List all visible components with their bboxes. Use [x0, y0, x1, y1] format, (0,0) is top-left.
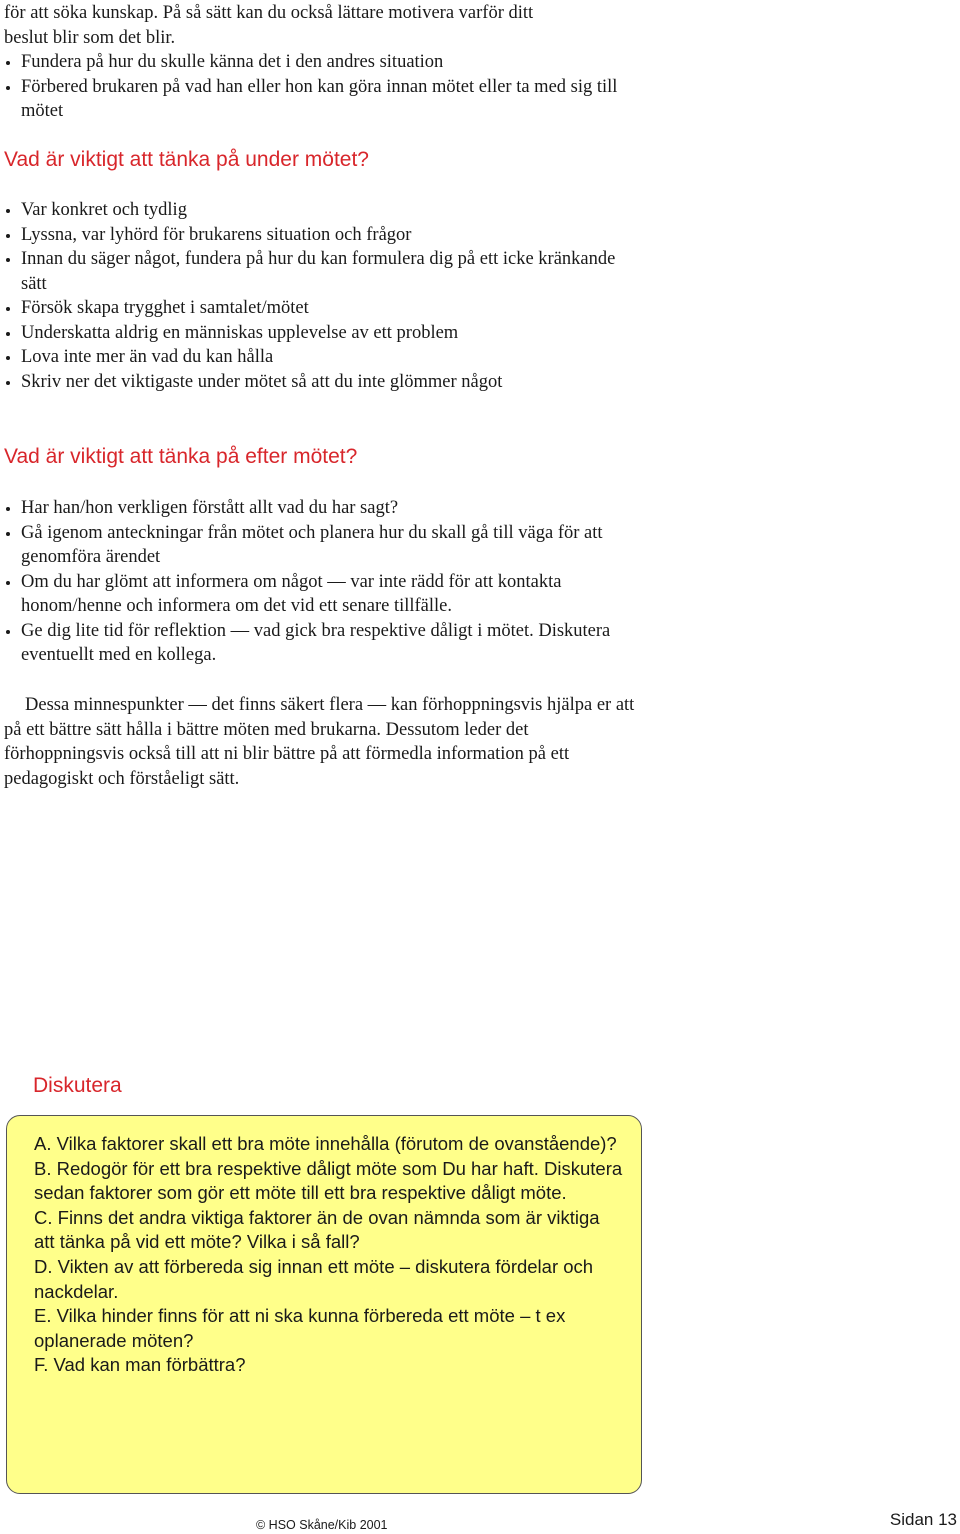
list-item: Gå igenom anteckningar från mötet och planera hur du skall gå till väga för att genomföra ärendet — [4, 521, 652, 570]
discussion-question: F. Vad kan man förbättra? — [34, 1354, 246, 1376]
discussion-box — [6, 1115, 642, 1494]
list-item: Innan du säger något, fundera på hur du kan formulera dig på ett icke kränkande sätt — [4, 247, 644, 296]
list-item: Underskatta aldrig en människas upplevelse av ett problem — [4, 321, 644, 346]
list-item: Var konkret och tydlig — [4, 198, 644, 223]
list-item: Lova inte mer än vad du kan hålla — [4, 345, 644, 370]
list-item: Försök skapa trygghet i samtalet/mötet — [4, 296, 644, 321]
intro-block — [4, 1, 654, 124]
discussion-question-list — [34, 1132, 624, 1378]
list-item: Förbered brukaren på vad han eller hon kan göra innan mötet eller ta med sig till mötet — [4, 75, 654, 124]
list-item: Fundera på hur du skulle känna det i den andres situation — [4, 50, 654, 75]
section-heading-after: Vad är viktigt att tänka på efter mötet? — [4, 445, 358, 468]
footer-copyright: © HSO Skåne/Kib 2001 — [256, 1518, 388, 1532]
list-item: Ge dig lite tid för reflektion — vad gick bra respektive dåligt i mötet. Diskutera eventuellt med en kollega. — [4, 619, 652, 668]
list-item: Lyssna, var lyhörd för brukarens situation och frågor — [4, 223, 644, 248]
list-item: Om du har glömt att informera om något — var inte rädd för att kontakta honom/henne och informera om det vid ett senare tillfälle. — [4, 570, 652, 619]
section-heading-during: Vad är viktigt att tänka på under mötet? — [4, 148, 369, 171]
page-number: Sidan 13 — [889, 1510, 957, 1529]
list-item: Har han/hon verkligen förstått allt vad du har sagt? — [4, 496, 652, 521]
discuss-heading: Diskutera — [33, 1074, 122, 1097]
during-bullet-list — [4, 198, 644, 394]
after-bullet-list — [4, 496, 652, 668]
discussion-question: A. Vilka faktorer skall ett bra möte innehålla (förutom de ovanstående)? — [34, 1133, 617, 1154]
after-block — [4, 496, 652, 668]
discussion-question: D. Vikten av att förbereda sig innan ett möte – diskutera fördelar och nackdelar. — [34, 1255, 594, 1302]
discussion-question: E. Vilka hinder finns för att ni ska kunna förbereda ett möte – t ex oplanerade möten? — [34, 1305, 566, 1351]
discussion-question: B. Redogör för ett bra respektive dåligt möte som Du har haft. Diskutera sedan faktorer som gör ett möte till ett bra respektive dåligt möte. — [34, 1157, 623, 1204]
during-block — [4, 198, 644, 394]
list-item: Skriv ner det viktigaste under mötet så att du inte glömmer något — [4, 370, 644, 395]
closing-paragraph: Dessa minnespunkter — det finns säkert flera — kan förhoppningsvis hjälpa er att på ett bättre sätt hålla i bättre möten med brukarna. Dessutom leder det förhoppningsvis också till att ni blir bättre på att förmedla information på ett pedagogiskt och förståeligt sätt. — [4, 695, 635, 789]
intro-line: beslut blir som det blir. — [4, 27, 176, 48]
intro-line: för att söka kunskap. På så sätt kan du också lättare motivera varför ditt — [4, 3, 534, 23]
intro-bullet-list — [4, 50, 654, 124]
discussion-question: C. Finns det andra viktiga faktorer än de ovan nämnda som är viktiga att tänka på vid ett möte? Vilka i så fall? — [34, 1206, 600, 1253]
